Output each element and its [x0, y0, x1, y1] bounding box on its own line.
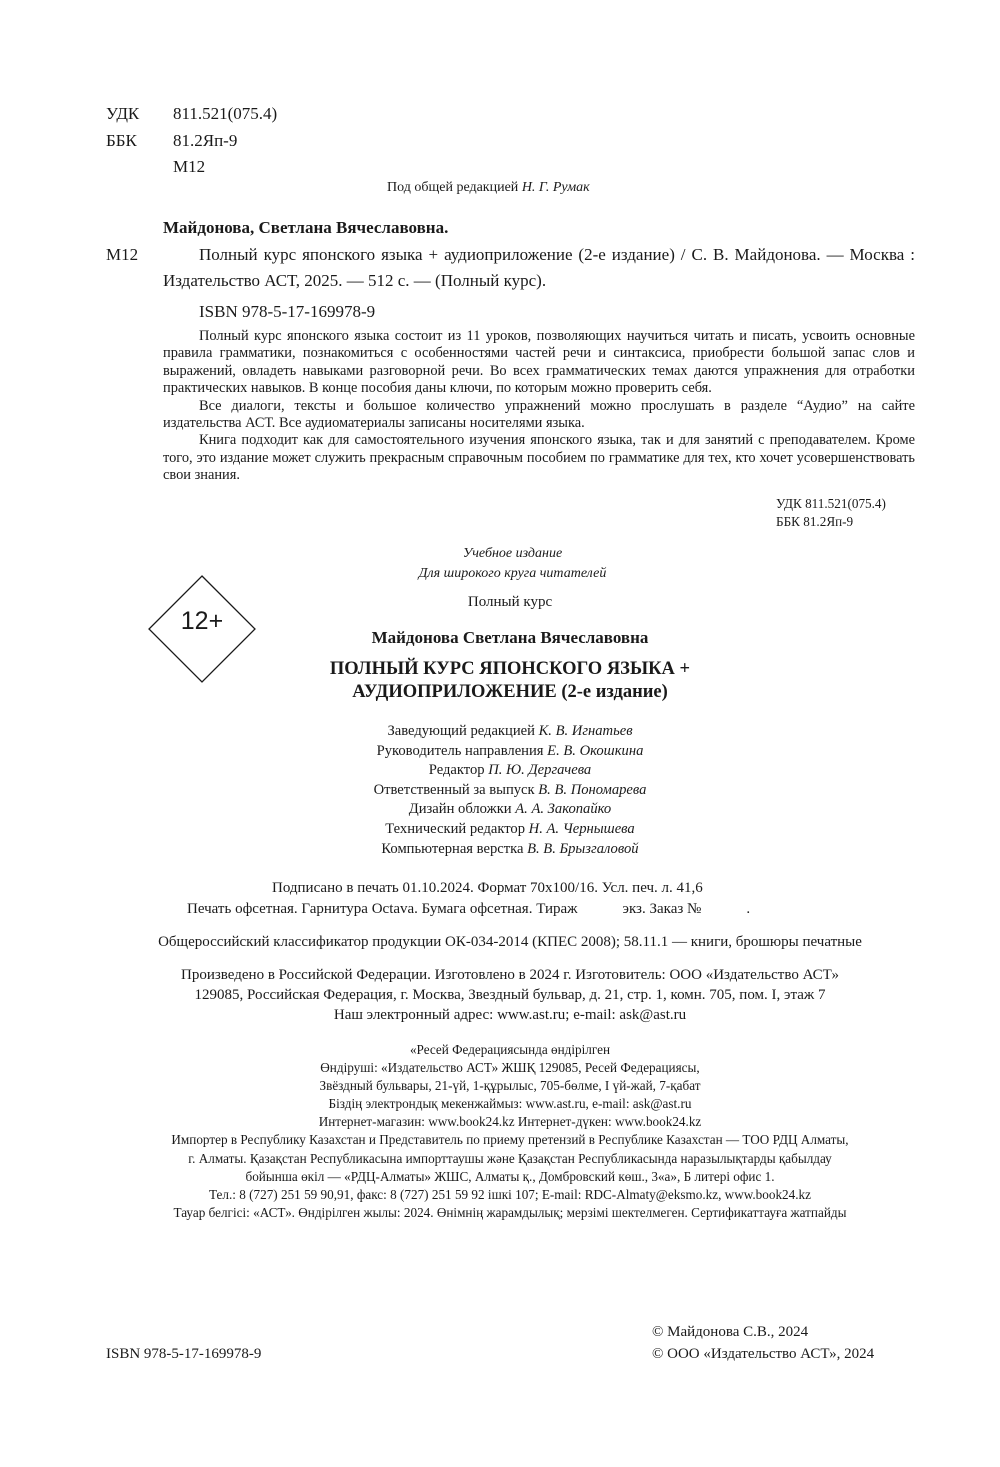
- isbn-top: ISBN 978-5-17-169978-9: [199, 302, 376, 321]
- kz-line: Тауар белгісі: «АСТ». Өндірілген жылы: 2024. Өнімнің жарамдылық; мерзімі шектелмеген. Сертификаттауға жатпайды: [173, 1204, 847, 1220]
- kz-line: г. Алматы. Қазақстан Республикасына импорттаушы және Қазақстан Республикасында наразылықтарды қабылдау: [188, 1150, 832, 1166]
- credits-list: [200, 722, 820, 859]
- annotation-paragraph: Книга подходит как для самостоятельного изучения японского языка, так и для занятий с преподавателем. Кроме того, это издание может служить прекрасным справочным пособием по грамматике для тех, кто хочет усовершенствовать свои знания.: [163, 432, 915, 484]
- udk-label: УДК: [106, 104, 140, 123]
- production-contacts: Наш электронный адрес: www.ast.ru; e-mail: ask@ast.ru: [333, 1007, 687, 1023]
- kz-line: Звёздный бульвары, 21-үй, 1-құрылыс, 705-бөлме, I үй-жай, 7-қабат: [319, 1078, 701, 1094]
- age-rating: 12+: [180, 607, 224, 635]
- audience: Для широкого круга читателей: [418, 566, 607, 581]
- book-title-line2: АУДИОПРИЛОЖЕНИЕ (2-е издание): [352, 682, 668, 702]
- print-info-line1: Подписано в печать 01.10.2024. Формат 70x100/16. Усл. печ. л. 41,6: [272, 880, 703, 896]
- author-full-name: Майдонова Светлана Вячеславовна: [371, 628, 649, 647]
- copyright-author: © Майдонова С.В., 2024: [652, 1324, 809, 1340]
- credit-line: Редактор П. Ю. Дергачева: [428, 762, 592, 779]
- credit-line: Технический редактор Н. А. Чернышева: [385, 820, 635, 837]
- udk-right: УДК 811.521(075.4): [776, 496, 886, 511]
- book-title-line1: ПОЛНЫЙ КУРС ЯПОНСКОГО ЯЗЫКА +: [329, 659, 691, 679]
- kz-line: Өндіруші: «Издательство АСТ» ЖШҚ 129085, Ресей Федерациясы,: [320, 1060, 700, 1076]
- kz-line: «Ресей Федерациясында өндірілген: [409, 1042, 611, 1057]
- print-info-line2: Печать офсетная. Гарнитура Octava. Бумага офсетная. Тираж экз. Заказ № .: [187, 901, 751, 917]
- product-classifier: Общероссийский классификатор продукции ОК-034-2014 (КПЕС 2008); 58.11.1 — книги, брошюры печатные: [158, 934, 862, 950]
- kz-info-block: [100, 1041, 920, 1222]
- bib-sign: М12: [106, 245, 139, 264]
- bib-description: Полный курс японского языка + аудиоприложение (2-е издание) / С. В. Майдонова. — Москва : Издательство АСТ, 2025. — 512 с. — (Полный курс).: [163, 245, 915, 290]
- author-sign: М12: [173, 157, 206, 176]
- bbk-label: ББК: [106, 131, 137, 150]
- isbn-bottom: ISBN 978-5-17-169978-9: [106, 1346, 262, 1362]
- bbk-right: ББК 81.2Яп-9: [776, 514, 854, 529]
- kz-line: Тел.: 8 (727) 251 59 90,91, факс: 8 (727) 251 59 92 ішкі 107; E-mail: RDC-Almaty@eksmo.kz, www.book24.kz: [209, 1186, 811, 1202]
- udk-value: 811.521(075.4): [173, 104, 278, 123]
- annotation: [163, 328, 915, 485]
- annotation-paragraph: Полный курс японского языка состоит из 11 уроков, позволяющих научиться читать и писать, усвоить основные правила грамматики, познакомиться с особенностями частей речи и синтаксиса, приобрести большой запас слов и выражений, овладеть навыками разговорной речи. Во всех грамматических темах даются упражнения для отработки практических навыков. В конце пособия даны ключи, по которым можно проверить себя.: [163, 328, 915, 397]
- kz-line: Біздің электрондық мекенжаймыз: www.ast.ru, e-mail: ask@ast.ru: [328, 1096, 692, 1112]
- annotation-paragraph: Все диалоги, тексты и большое количество упражнений можно прослушать в разделе “Аудио” на сайте издательства АСТ. Все аудиоматериалы записаны носителями языка.: [163, 397, 915, 432]
- credit-line: Ответственный за выпуск В. В. Пономарева: [373, 781, 647, 798]
- edition-type: Учебное издание: [462, 546, 563, 561]
- production-address: 129085, Российская Федерация, г. Москва, Звездный бульвар, д. 21, стр. 1, комн. 705, пом. I, этаж 7: [194, 987, 826, 1003]
- kz-line: Импортер в Республику Казахстан и Представитель по приему претензий в Республике Казахстан — ТОО РДЦ Алматы,: [171, 1132, 849, 1148]
- production-info: Произведено в Российской Федерации. Изготовлено в 2024 г. Изготовитель: ООО «Издательство АСТ»: [181, 967, 839, 983]
- credit-line: Руководитель направления Е. В. Окошкина: [376, 742, 644, 759]
- bbk-value: 81.2Яп-9: [173, 131, 238, 150]
- series-name: Полный курс: [467, 594, 553, 610]
- credit-line: Дизайн обложки А. А. Закопайко: [408, 801, 612, 818]
- credit-line: Заведующий редакцией К. В. Игнатьев: [387, 723, 633, 739]
- kz-line: Интернет-магазин: www.book24.kz Интернет-дүкен: www.book24.kz: [318, 1114, 702, 1130]
- credit-line: Компьютерная верстка В. В. Брызгаловой: [381, 840, 639, 857]
- copyright-publisher: © ООО «Издательство АСТ», 2024: [652, 1346, 875, 1362]
- kz-line: бойынша өкіл — «РДЦ-Алматы» ЖШС, Алматы қ., Домбровский көш., 3«а», Б литері офис 1.: [245, 1168, 775, 1184]
- general-editor-line: Под общей редакцией Н. Г. Румак: [387, 180, 590, 195]
- author-heading: Майдонова, Светлана Вячеславовна.: [163, 218, 449, 237]
